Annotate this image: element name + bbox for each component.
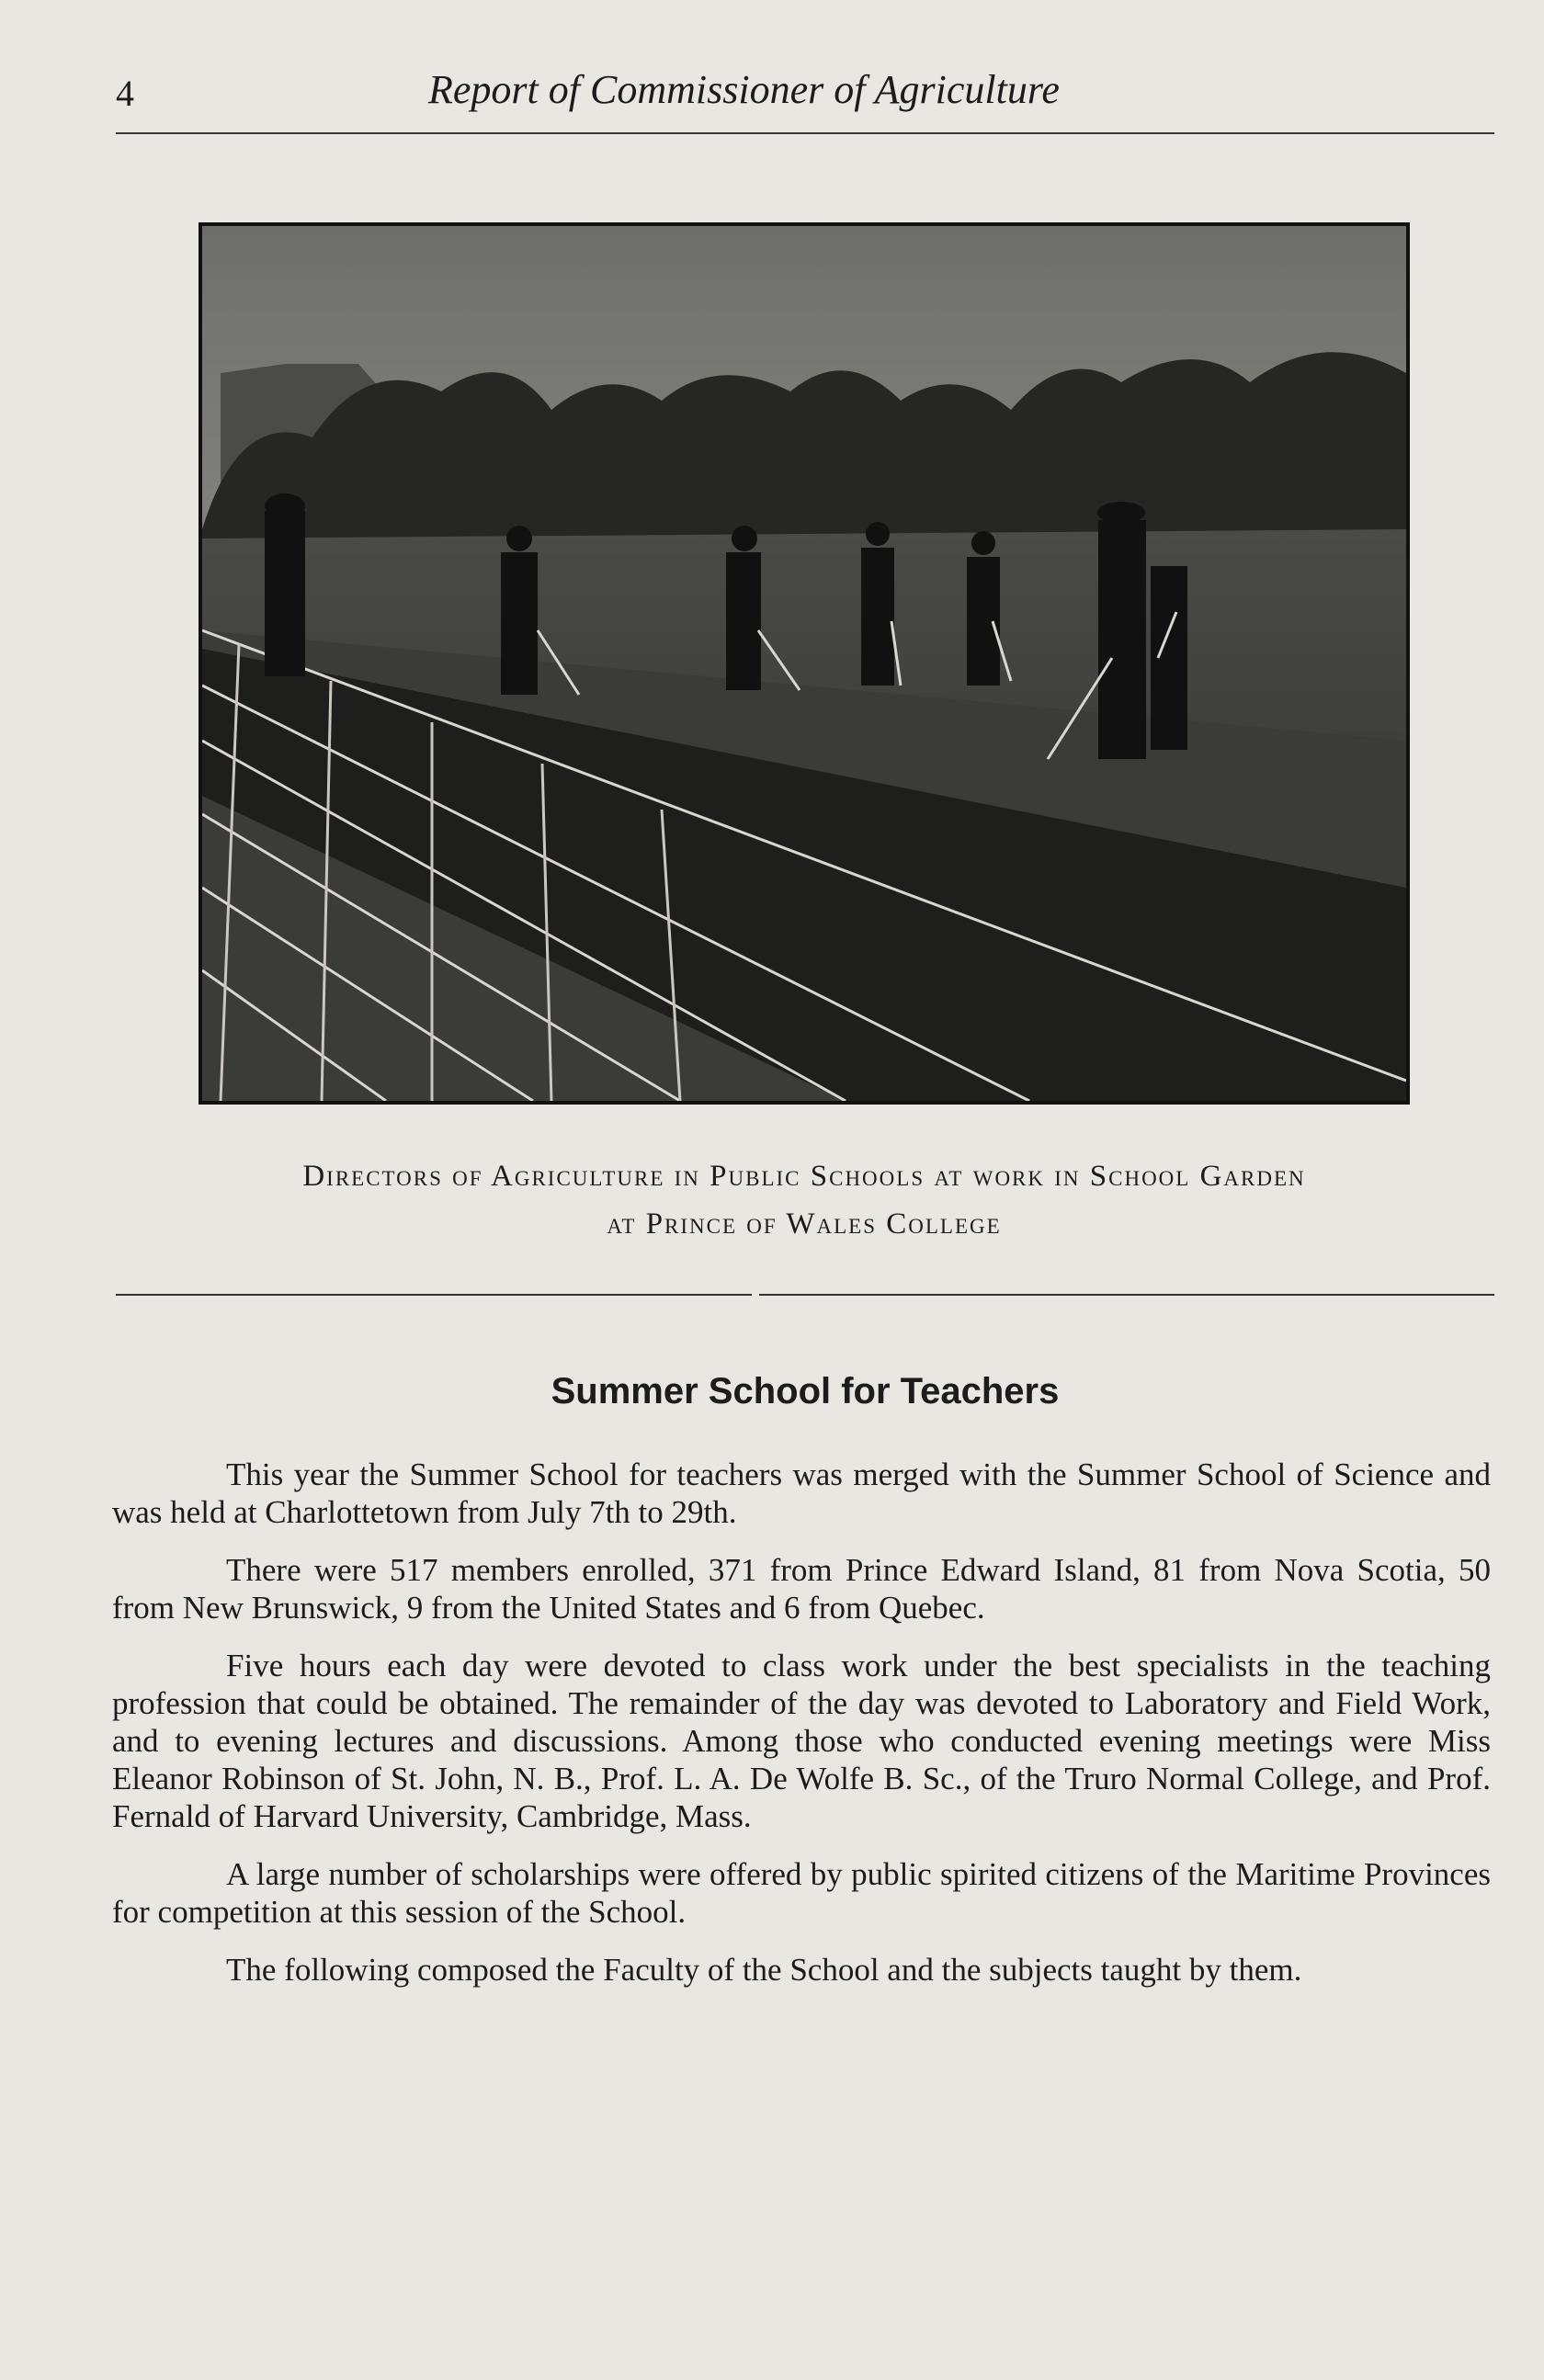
running-title: Report of Commissioner of Agriculture — [428, 67, 1060, 112]
section-divider-right — [759, 1294, 1494, 1296]
paragraph: Five hours each day were devoted to class work under the best specialists in the teaching profession that could be obtained. The remainder of the day was devoted to Laboratory and Field Work, and to evening lectures and discussions. Among those who conducted evening meetings were Miss Eleanor Robinson of St. John, N. B., Prof. L. A. De Wolfe B. Sc., of the Truro Normal College, and Prof. Fernald of Harvard University, Cambridge, Mass. — [112, 1648, 1491, 1834]
paragraph: There were 517 members enrolled, 371 from Prince Edward Island, 81 from Nova Scotia, 50 from New Brunswick, 9 from the United States and 6 from Quebec. — [112, 1552, 1491, 1626]
paragraph: A large number of scholarships were offered by public spirited citizens of the Maritime Provinces for competition at this session of the School. — [112, 1856, 1491, 1930]
photo-illustration — [202, 226, 1406, 1101]
paragraph: This year the Summer School for teachers was merged with the Summer School of Science and was held at Charlottetown from July 7th to 29th. — [112, 1456, 1491, 1530]
section-divider-left — [116, 1294, 752, 1296]
caption-line-1: Directors of Agriculture in Public Schools at work in School Garden — [302, 1160, 1306, 1193]
caption-line-2: at Prince of Wales College — [607, 1207, 1002, 1241]
photo-caption — [110, 1152, 1498, 1248]
paragraph: The following composed the Faculty of the School and the subjects taught by them. — [226, 1952, 1302, 1988]
header-rule — [116, 132, 1494, 134]
section-heading: Summer School for Teachers — [551, 1371, 1060, 1411]
body-text — [112, 1456, 1491, 2009]
page-number: 4 — [116, 73, 134, 114]
school-garden-photo — [199, 222, 1410, 1105]
page-header — [116, 64, 1494, 119]
